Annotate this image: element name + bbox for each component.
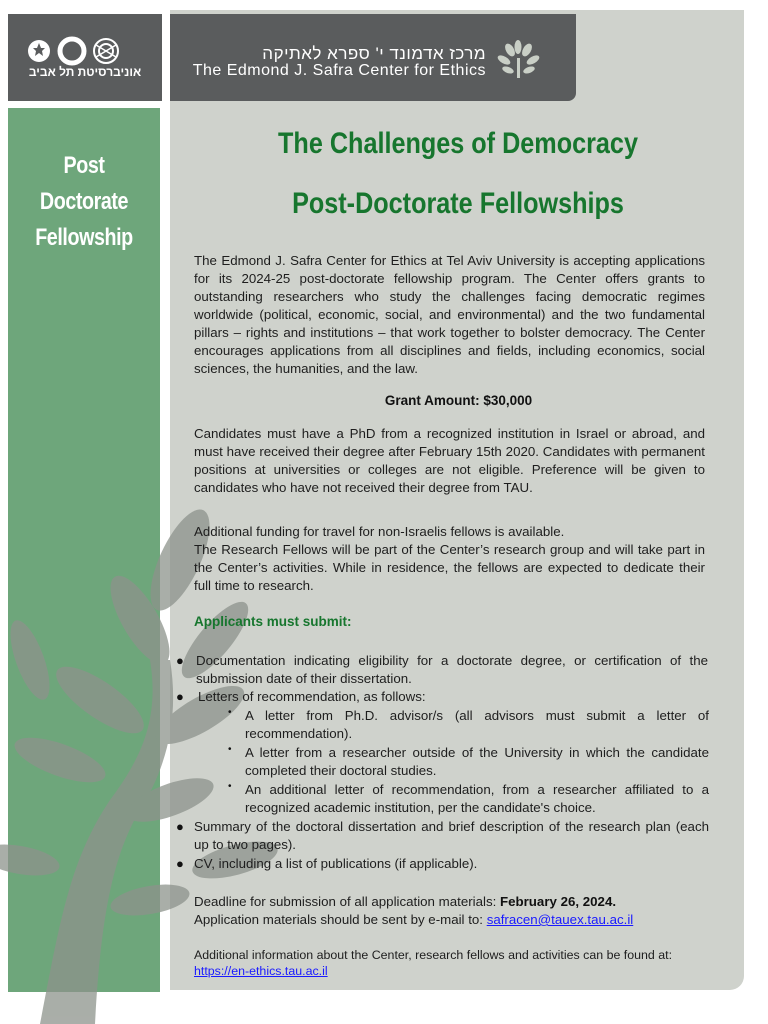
bullet-icon: ● bbox=[176, 819, 184, 834]
deadline-date: February 26, 2024. bbox=[499, 894, 617, 909]
submit-heading: Applicants must submit: bbox=[194, 614, 352, 629]
requirement-documentation: Documentation indicating eligibility for a doctorate degree, or certification of the submission date of their dissertation. bbox=[196, 653, 708, 686]
letter-outside: A letter from a researcher outside of the University in which the candidate completed their doctoral studies. bbox=[245, 745, 709, 778]
candidates-paragraph: Candidates must have a PhD from a recognized institution in Israel or abroad, and must have received their degree after February 15th 2020. Candidates with permanent positions at universities or colleges are not eligible. Preference will be given to candidates who have not received their degree from TAU. bbox=[194, 426, 705, 495]
info-text: Additional information about the Center, research fellows and activities can be found at: bbox=[194, 948, 673, 962]
email-link[interactable]: safracen@tauex.tau.ac.il bbox=[486, 912, 634, 927]
email-label: Application materials should be sent by e-mail to: bbox=[194, 912, 487, 927]
requirement-cv: CV, including a list of publications (if applicable). bbox=[194, 856, 478, 871]
email-line bbox=[194, 912, 633, 927]
page-title: The Challenges of Democracy bbox=[278, 127, 638, 160]
safra-english-name: The Edmond J. Safra Center for Ethics bbox=[192, 62, 486, 79]
sidebar-title-line1: Post Doctorate bbox=[39, 152, 129, 215]
deadline-label: Deadline for submission of all application materials: bbox=[194, 894, 500, 909]
safra-hebrew-name: מרכז אדמונד י' ספרא לאתיקה bbox=[262, 44, 486, 63]
sidebar-title bbox=[22, 148, 147, 256]
tau-name: אוניברסיטת תל אביב bbox=[28, 65, 142, 79]
letter-advisor: A letter from Ph.D. advisor/s (all advisors must submit a letter of recommendation). bbox=[245, 708, 709, 741]
deadline-line bbox=[194, 894, 616, 909]
tree-logo-icon bbox=[496, 40, 542, 80]
page-subtitle: Post-Doctorate Fellowships bbox=[292, 187, 624, 220]
bullet-icon: • bbox=[228, 744, 232, 755]
bullet-icon: • bbox=[228, 781, 232, 792]
research-group-paragraph: The Research Fellows will be part of the Center’s research group and will take part in the Center’s activities. While in residence, the fellows are expected to dedicate their full time to research. bbox=[194, 542, 705, 593]
letter-additional: An additional letter of recommendation, from a researcher affiliated to a recognized academic institution, per the candidate's choice. bbox=[245, 782, 709, 815]
bullet-icon: ● bbox=[176, 856, 184, 871]
sidebar-title-line2: Fellowship bbox=[35, 224, 133, 251]
bullet-icon: ● bbox=[176, 653, 184, 668]
tau-logo-icon bbox=[26, 36, 142, 66]
requirement-letters: Letters of recommendation, as follows: bbox=[198, 689, 426, 704]
grant-amount: Grant Amount: $30,000 bbox=[384, 393, 533, 408]
website-link[interactable]: https://en-ethics.tau.ac.il bbox=[194, 964, 328, 978]
info-block bbox=[194, 947, 714, 979]
intro-paragraph: The Edmond J. Safra Center for Ethics at Tel Aviv University is accepting applications for its 2024-25 post-doctorate fellowship program. The Center offers grants to outstanding researchers who study the challenges facing democratic regimes worldwide (political, economic, social, and environmental) and the two fundamental pillars – rights and institutions – that work together to bolster democracy. The Center encourages applications from all disciplines and fields, including economics, social sciences, the humanities, and the law. bbox=[194, 253, 705, 376]
bullet-icon: • bbox=[228, 707, 232, 718]
travel-funding-text: Additional funding for travel for non-Israelis fellows is available. bbox=[194, 524, 565, 539]
bullet-icon: ● bbox=[176, 689, 184, 704]
requirement-summary: Summary of the doctoral dissertation and brief description of the research plan (each up to two pages). bbox=[194, 819, 709, 852]
